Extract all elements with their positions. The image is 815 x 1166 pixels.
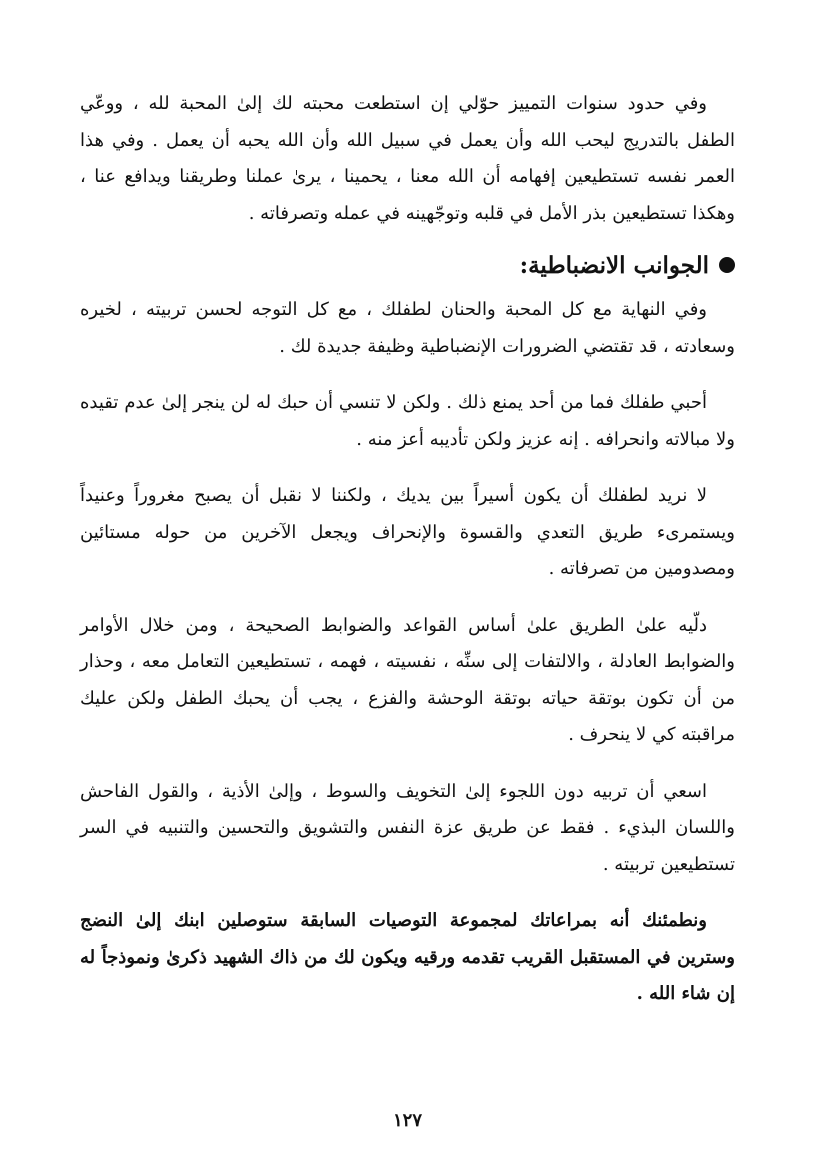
paragraph-7: ونطمئنك أنه بمراعاتك لمجموعة التوصيات السابقة ستوصلين ابنك إلىٰ النضج وسترين في المستقبل القريب تقدمه ورقيه ويكون لك من ذاك الشهيد ذكرىٰ ونموذجاً له إن شاء الله .: [80, 910, 735, 1004]
paragraph-1: وفي حدود سنوات التمييز حوّلي إن استطعت محبته لك إلىٰ المحبة لله ، ووعّي الطفل بالتدريج ليحب الله وأن يعمل في سبيل الله وأن الله يحبه أن يعمل . وفي هذا العمر نفسه تستطيعين إفهامه أن الله معنا ، يحمينا ، يرىٰ عملنا وطريقنا ويدافع عنا ، وهكذا تستطيعين بذر الأمل في قلبه وتوجّهينه في عمله وتصرفاته .: [80, 93, 735, 224]
bullet-icon: [719, 257, 735, 273]
page-number: ١٢٧: [392, 1110, 422, 1131]
section-heading: [80, 246, 735, 286]
paragraph-6: اسعي أن تربيه دون اللجوء إلىٰ التخويف والسوط ، وإلىٰ الأذية ، والقول الفاحش واللسان البذيء . فقط عن طريق عزة النفس والتشويق والتحسين والتنبيه في السر تستطيعين تربيته .: [80, 780, 735, 875]
paragraph-4: لا نريد لطفلك أن يكون أسيراً بين يديك ، ولكننا لا نقبل أن يصبح مغروراً وعنيداً ويستمرىء طريق التعدي والقسوة والإنحراف ويجعل الآخرين من حوله مستائين ومصدومين من تصرفاته .: [80, 485, 735, 579]
paragraph-5: دلّيه علىٰ الطريق علىٰ أساس القواعد والضوابط الصحيحة ، ومن خلال الأوامر والضوابط العادلة ، والالتفات إلى سنِّه ، نفسيته ، فهمه ، تستطيعين التعامل معه ، وحذار من أن تكون بوتقة حياته بوتقة الوحشة والفزع ، يجب أن يحبك الطفل ولكن عليك مراقبته كي لا ينحرف .: [80, 614, 736, 745]
paragraph-2: وفي النهاية مع كل المحبة والحنان لطفلك ، مع كل التوجه لحسن تربيته ، لخيره وسعادته ، قد تقتضي الضرورات الإنضباطية وظيفة جديدة لك .: [80, 299, 735, 357]
paragraph-3: أحبي طفلك فما من أحد يمنع ذلك . ولكن لا تنسي أن حبك له لن ينجر إلىٰ عدم تقيده ولا مبالاته وانحرافه . إنه عزيز ولكن تأديبه أعز منه .: [80, 392, 735, 450]
section-heading-text: الجوانب الانضباطية:: [519, 252, 709, 279]
page-body: [80, 86, 735, 1013]
